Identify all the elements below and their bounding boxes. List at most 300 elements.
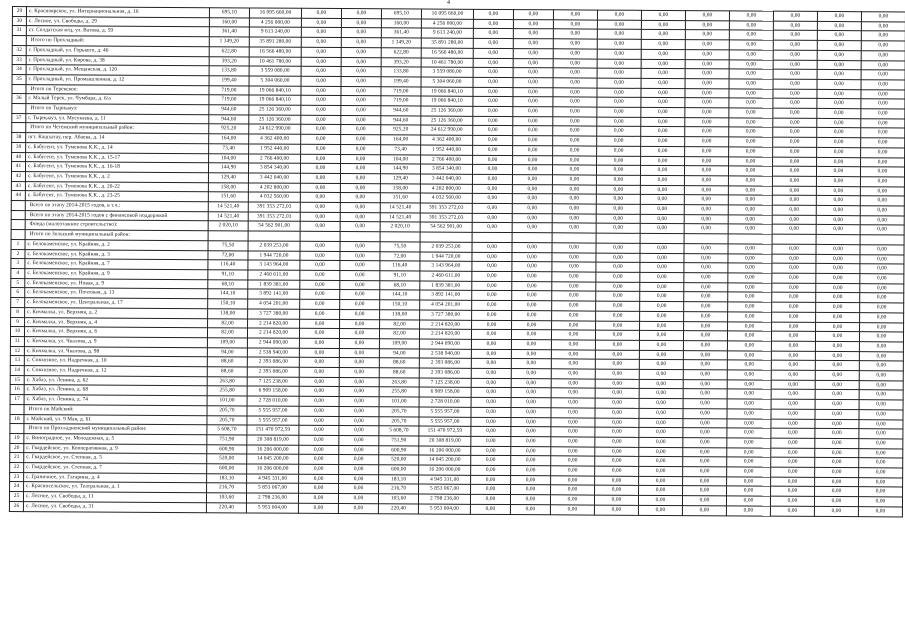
value-cell: 0,00 [513,87,553,97]
value-cell: 0,00 [640,292,684,302]
value-cell: 2 214 820,00 [420,319,472,329]
value-cell: 622,80 [209,47,249,57]
value-cell: 0,00 [596,301,640,311]
value-cell: 0,00 [551,456,595,466]
value-cell: 1 944 720,00 [248,251,300,261]
value-cell: 0,00 [470,494,510,504]
value-cell: 0,00 [511,485,551,495]
value-cell: 0,00 [299,416,339,426]
value-cell: 0,00 [815,361,859,371]
value-cell: 0,00 [859,390,903,400]
value-cell: 0,00 [860,186,904,196]
value-cell: 0,00 [595,369,639,379]
value-cell: 0,00 [639,379,683,389]
value-cell: 2 766 400,00 [249,153,301,163]
address-cell: с. Бабугент, ул. Туменова К.К., д. 2 [25,172,208,183]
value-cell: 0,00 [639,466,683,476]
value-cell: 0,00 [339,465,379,475]
value-cell: 75,50 [380,242,420,252]
value-cell: 0,00 [553,136,597,146]
value-cell: 0,00 [641,10,685,20]
value-cell: 0,00 [472,213,512,223]
value-cell: 0,00 [512,242,552,252]
value-cell: 0,00 [513,10,553,20]
value-cell: 0,00 [728,292,772,302]
value-cell: 0,00 [684,185,728,195]
value-cell: 16 095 660,00 [249,8,301,18]
value-cell: 16 566 480,00 [421,48,473,58]
value-cell: 0,00 [860,167,904,177]
value-cell: 0,00 [641,98,685,108]
value-cell: 0,00 [728,215,772,225]
value-cell: 0,00 [640,253,684,263]
row-number-cell: 37 [12,113,26,123]
value-cell: 0,00 [341,96,381,106]
value-cell: 6 909 158,00 [247,386,299,396]
value-cell: 361,40 [209,27,249,37]
value-cell: 0,00 [639,418,683,428]
value-cell: 3 727 380,00 [248,309,300,319]
value-cell: 0,00 [860,225,904,235]
value-cell: 0,00 [861,138,905,148]
value-cell: 0,00 [510,504,550,514]
value-cell: 0,00 [340,212,380,222]
value-cell: 0,00 [684,263,728,273]
value-cell: 1 952 440,00 [421,145,473,155]
value-cell: 138,00 [380,310,420,320]
value-cell: 0,00 [683,476,727,486]
value-cell: 10 461 780,00 [421,58,473,68]
value-cell: 0,00 [597,20,641,30]
value-cell: 0,00 [512,301,552,311]
value-cell: 0,00 [816,264,860,274]
value-cell: 0,00 [472,271,512,281]
address-cell: с. Красноярское, ул. Интернациональная, д. 16 [26,7,209,18]
address-cell: с. Гвардейское, ул. Степная, д. 5 [24,453,207,464]
value-cell: 0,00 [512,194,552,204]
value-cell: 0,00 [859,439,903,449]
value-cell: 0,00 [772,244,816,254]
value-cell: 0,00 [597,88,641,98]
value-cell: 0,00 [300,280,340,290]
value-cell: 0,00 [511,407,551,417]
value-cell: 0,00 [859,458,903,468]
value-cell: 0,00 [596,175,640,185]
value-cell: 6 909 158,00 [419,387,471,397]
value-cell: 0,00 [512,262,552,272]
value-cell: 0,00 [729,147,773,157]
value-cell: 160,00 [381,18,421,28]
value-cell: 0,00 [596,282,640,292]
value-cell: 5 304 060,00 [421,77,473,87]
value-cell: 0,00 [729,69,773,79]
row-number-cell: 13 [10,356,24,366]
value-cell: 0,00 [300,193,340,203]
value-cell: 0,00 [683,486,727,496]
value-cell: 0,00 [472,165,512,175]
value-cell: 0,00 [553,155,597,165]
value-cell: 0,00 [551,427,595,437]
value-cell: 0,00 [641,49,685,59]
value-cell: 600,00 [207,464,247,474]
value-cell: 0,00 [299,377,339,387]
value-cell: 5 853 067,00 [419,484,471,494]
address-cell: с. Лесное, ул. Свободы, д. 31 [23,501,206,512]
value-cell: 0,00 [300,290,340,300]
value-cell: 0,00 [729,156,773,166]
value-cell: 0,00 [553,29,597,39]
value-cell: 0,00 [683,457,727,467]
value-cell: 0,00 [817,50,861,60]
value-cell [248,231,300,241]
value-cell: 0,00 [340,319,380,329]
value-cell: 24 612 990,00 [421,125,473,135]
value-cell: 0,00 [301,37,341,47]
value-cell: 0,00 [641,69,685,79]
value-cell: 0,00 [641,127,685,137]
value-cell: 0,00 [859,400,903,410]
value-cell: 4 202 800,00 [420,184,472,194]
value-cell: 0,00 [299,435,339,445]
value-cell: 0,00 [640,282,684,292]
value-cell: 0,00 [728,176,772,186]
page-number: 4 [447,0,450,6]
value-cell: 0,00 [772,283,816,293]
value-cell: 0,00 [640,214,684,224]
value-cell: 144,90 [208,163,248,173]
value-cell: 0,00 [641,136,685,146]
value-cell: 3 727 380,00 [420,310,472,320]
value-cell [300,231,340,241]
value-cell [728,234,772,244]
value-cell: 0,00 [817,11,861,21]
value-cell: 0,00 [551,398,595,408]
value-cell: 0,00 [300,173,340,183]
value-cell: 0,00 [815,467,859,477]
value-cell: 0,00 [861,60,905,70]
value-cell: 3 442 040,00 [248,173,300,183]
value-cell: 0,00 [553,78,597,88]
value-cell: 0,00 [339,445,379,455]
value-cell: 719,00 [381,86,421,96]
value-cell: 0,00 [727,457,771,467]
value-cell: 0,00 [338,503,378,513]
row-number-cell: 38 [12,133,26,143]
value-cell: 14 521,40 [208,211,248,221]
value-cell: 220,40 [378,504,418,514]
value-cell: 82,00 [380,319,420,329]
value-cell: 0,00 [473,106,513,116]
value-cell: 0,00 [683,438,727,448]
value-cell: 0,00 [471,417,511,427]
value-cell: 0,00 [729,127,773,137]
value-cell: 0,00 [597,10,641,20]
value-cell: 0,00 [815,351,859,361]
value-cell: 4 256 000,00 [249,18,301,28]
value-cell: 0,00 [472,174,512,184]
value-cell: 0,00 [473,29,513,39]
value-cell: 158,00 [208,182,248,192]
value-cell: 0,00 [683,418,727,428]
value-cell: 0,00 [597,156,641,166]
value-cell: 0,00 [685,137,729,147]
row-number-cell [12,104,26,114]
row-number-cell [11,220,25,230]
value-cell: 0,00 [473,77,513,87]
value-cell: 0,00 [815,448,859,458]
value-cell: 0,00 [472,281,512,291]
value-cell: 0,00 [684,176,728,186]
value-cell: 393,20 [381,57,421,67]
value-cell: 0,00 [773,79,817,89]
value-cell: 0,00 [816,186,860,196]
value-cell: 73,40 [381,145,421,155]
value-cell: 16 095 660,00 [421,9,473,19]
value-cell: 0,00 [772,176,816,186]
value-cell: 0,00 [596,291,640,301]
value-cell: 0,00 [471,485,511,495]
value-cell: 0,00 [728,186,772,196]
value-cell: 68,10 [380,280,420,290]
value-cell: 0,00 [339,329,379,339]
value-cell: 4 054 201,00 [248,299,300,309]
value-cell: 4 945 331,00 [419,475,471,485]
value-cell: 0,00 [817,138,861,148]
value-cell: 0,00 [595,418,639,428]
value-cell: 1 839 381,00 [248,280,300,290]
value-cell: 0,00 [860,293,904,303]
value-cell: 0,00 [596,272,640,282]
value-cell: 0,00 [340,280,380,290]
row-number-cell: 6 [11,288,25,298]
address-cell: с. Хабаз, ул. Ленина, д. 68 [24,385,207,396]
value-cell: 1 349,20 [209,37,249,47]
value-cell: 0,00 [596,262,640,272]
value-cell: 0,00 [300,241,340,251]
value-cell: 3 143 964,00 [420,261,472,271]
value-cell: 0,00 [771,487,815,497]
value-cell: 0,00 [861,51,905,61]
value-cell: 0,00 [299,425,339,435]
value-cell: 0,00 [339,377,379,387]
value-cell: 0,00 [552,175,596,185]
value-cell: 0,00 [639,389,683,399]
value-cell: 0,00 [729,40,773,50]
value-cell: 0,00 [727,350,771,360]
value-cell: 0,00 [513,29,553,39]
value-cell: 0,00 [597,107,641,117]
value-cell: 0,00 [727,331,771,341]
value-cell: 103,60 [206,493,246,503]
address-cell: с. Гвардейское, ул. Степная, д. 7 [24,463,207,474]
row-number-cell: 32 [12,45,26,55]
value-cell: 0,00 [301,18,341,28]
row-number-cell: 9 [11,317,25,327]
value-cell: 0,00 [596,185,640,195]
value-cell: 0,00 [727,341,771,351]
value-cell: 133,80 [209,66,249,76]
value-cell: 0,00 [770,496,814,506]
value-cell: 0,00 [639,340,683,350]
value-cell: 0,00 [773,11,817,21]
value-cell: 0,00 [728,253,772,263]
value-cell: 0,00 [860,245,904,255]
value-cell: 2 728 010,00 [247,396,299,406]
value-cell: 0,00 [553,97,597,107]
value-cell: 0,00 [301,154,341,164]
value-cell: 0,00 [727,389,771,399]
value-cell: 0,00 [729,89,773,99]
value-cell: 0,00 [512,320,552,330]
value-cell: 0,00 [771,419,815,429]
value-cell: 72,00 [380,251,420,261]
value-cell: 0,00 [472,223,512,233]
value-cell: 0,00 [301,8,341,18]
value-cell: 16 206 000,00 [247,445,299,455]
row-number-cell [10,404,24,414]
value-cell: 75,50 [208,241,248,251]
value-cell: 0,00 [339,348,379,358]
value-cell: 0,00 [685,49,729,59]
value-cell: 0,00 [815,409,859,419]
row-number-cell: 24 [10,482,24,492]
address-cell: с. Кичмалка, ул. Верхняя, д. 2 [25,307,208,318]
value-cell: 0,00 [341,115,381,125]
address-cell: г. Тырныауз, ул. Мусукаева, д. 11 [26,113,209,124]
value-cell: 0,00 [301,96,341,106]
value-cell: 0,00 [551,476,595,486]
value-cell: 0,00 [639,369,683,379]
value-cell: 0,00 [341,135,381,145]
value-cell: 0,00 [817,99,861,109]
value-cell: 0,00 [552,291,596,301]
value-cell: 0,00 [814,506,858,516]
value-cell: 0,00 [472,291,512,301]
value-cell: 0,00 [771,360,815,370]
value-cell: 109,00 [379,339,419,349]
value-cell: 0,00 [816,254,860,264]
value-cell: 0,00 [817,89,861,99]
value-cell: 0,00 [341,38,381,48]
row-number-cell: 36 [12,94,26,104]
value-cell: 7 125 238,00 [419,378,471,388]
address-cell: с. Бабугент, ул. Туменова К.К., д. 23-25 [25,191,208,202]
value-cell: 0,00 [683,341,727,351]
value-cell: 164,00 [209,134,249,144]
value-cell: 0,00 [473,155,513,165]
value-cell: 0,00 [597,127,641,137]
address-cell: с. Белокаменское, ул. Крайняя, д. 9 [25,269,208,280]
value-cell: 0,00 [771,341,815,351]
row-number-cell: 10 [10,327,24,337]
value-cell: 0,00 [685,117,729,127]
value-cell: 0,00 [511,456,551,466]
value-cell: 183,10 [379,474,419,484]
value-cell: 0,00 [301,125,341,135]
value-cell: 0,00 [859,477,903,487]
value-cell: 9 613 240,00 [249,27,301,37]
value-cell: 0,00 [861,21,905,31]
value-cell: 0,00 [641,117,685,127]
value-cell: 25 126 360,00 [249,105,301,115]
value-cell: 2 393 086,00 [247,367,299,377]
value-cell: 0,00 [859,487,903,497]
value-cell: 3 559 080,00 [249,66,301,76]
row-number-cell: 44 [11,191,25,201]
value-cell: 0,00 [860,303,904,313]
value-cell: 2 798 236,00 [246,493,298,503]
value-cell: 0,00 [299,358,339,368]
value-cell [816,235,860,245]
value-cell: 205,70 [207,415,247,425]
row-number-cell: 2 [11,249,25,259]
address-cell: Итого по Тырныауз: [26,104,209,115]
value-cell: 0,00 [299,455,339,465]
value-cell: 0,00 [341,154,381,164]
value-cell: 9 613 240,00 [421,28,473,38]
value-cell: 0,00 [684,253,728,263]
value-cell: 0,00 [339,358,379,368]
address-cell: г. Прохладный, ул. Кирова, д. 38 [26,55,209,66]
housing-register-table [9,6,905,517]
row-number-cell: 26 [9,501,23,511]
value-cell: 0,00 [301,76,341,86]
value-cell: 0,00 [551,349,595,359]
value-cell: 944,60 [381,106,421,116]
value-cell: 0,00 [473,97,513,107]
value-cell: 0,00 [816,303,860,313]
value-cell: 0,00 [773,108,817,118]
value-cell: 0,00 [551,369,595,379]
address-cell: с. Белокаменское, ул. Крайняя, д. 7 [25,259,208,270]
value-cell: 0,00 [771,438,815,448]
value-cell: 0,00 [553,39,597,49]
value-cell: 0,00 [551,446,595,456]
value-cell: 0,00 [512,204,552,214]
value-cell: 0,00 [771,331,815,341]
value-cell: 0,00 [299,328,339,338]
value-cell: 391 353 272,03 [248,202,300,212]
row-number-cell: 25 [9,492,23,502]
value-cell: 0,00 [771,477,815,487]
address-cell: Итого по Зольский муниципальный район: [25,230,208,241]
value-cell: 0,00 [512,213,552,223]
value-cell: 0,00 [641,30,685,40]
value-cell: 0,00 [301,57,341,67]
value-cell: 2 944 090,00 [419,339,471,349]
row-number-cell: 35 [12,74,26,84]
address-cell: Всего по этапу 2014-2015 годов, в т.ч.: [25,201,208,212]
value-cell: 0,00 [685,11,729,21]
value-cell: 0,00 [640,272,684,282]
value-cell: 0,00 [772,196,816,206]
value-cell: 14 045 200,00 [247,454,299,464]
value-cell: 0,00 [340,183,380,193]
value-cell: 0,00 [553,146,597,156]
value-cell: 72,00 [208,250,248,260]
row-number-cell: 40 [12,152,26,162]
value-cell: 0,00 [301,144,341,154]
value-cell: 0,00 [727,380,771,390]
value-cell: 0,00 [861,128,905,138]
value-cell: 14 521,40 [380,213,420,223]
row-number-cell: 18 [10,414,24,424]
value-cell: 0,00 [341,125,381,135]
row-number-cell [11,210,25,220]
value-cell: 0,00 [595,476,639,486]
value-cell: 3 892 141,00 [420,290,472,300]
value-cell [684,234,728,244]
